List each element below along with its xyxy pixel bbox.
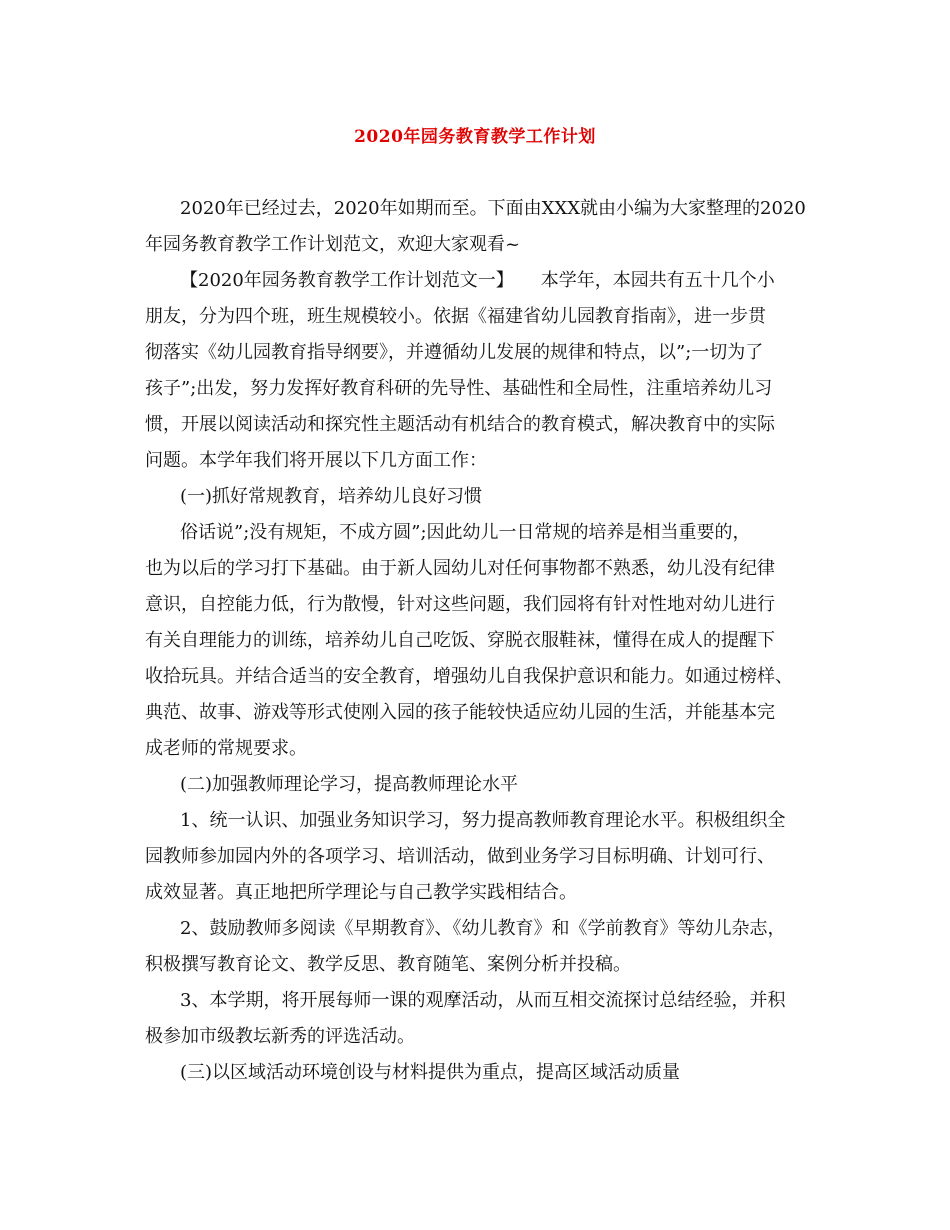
paragraph-line: 有关自理能力的训练，培养幼儿自己吃饭、穿脱衣服鞋袜，懂得在成人的提醒下 [145, 630, 775, 651]
paragraph-line: 收拾玩具。并结合适当的安全教育，增强幼儿自我保护意识和能力。如通过榜样、 [145, 666, 793, 687]
document-title: 2020年园务教育教学工作计划 [354, 127, 596, 147]
paragraph-line: 朋友，分为四个班，班生规模较小。依据《福建省幼儿园教育指南》，进一步贯 [145, 306, 766, 327]
paragraph-line: 3、本学期，将开展每师一课的观摩活动，从而互相交流探讨总结经验，并积 [180, 990, 786, 1011]
paragraph-line: 意识，自控能力低，行为散慢，针对这些问题，我们园将有针对性地对幼儿进行 [145, 594, 775, 615]
paragraph-line: 问题。本学年我们将开展以下几方面工作： [145, 450, 487, 471]
paragraph-line: 典范、故事、游戏等形式使刚入园的孩子能较快适应幼儿园的生活，并能基本完 [145, 702, 775, 723]
paragraph-line: 孩子”;出发，努力发挥好教育科研的先导性、基础性和全局性，注重培养幼儿习 [145, 378, 773, 399]
paragraph-line: 1、统一认识、加强业务知识学习，努力提高教师教育理论水平。积极组织全 [180, 810, 786, 831]
paragraph-line: 俗话说”;没有规矩，不成方圆”;因此幼儿一日常规的培养是相当重要的， [180, 522, 751, 543]
paragraph-line: 年园务教育教学工作计划范文，欢迎大家观看~ [145, 234, 521, 255]
paragraph-line: 【2020年园务教育教学工作计划范文一】 本学年，本园共有五十几个小 [180, 270, 775, 291]
paragraph-line: 成老师的常规要求。 [145, 738, 307, 759]
paragraph-line: 2020年已经过去，2020年如期而至。下面由XXX就由小编为大家整理的2020 [180, 198, 806, 219]
paragraph-line: 园教师参加园内外的各项学习、培训活动，做到业务学习目标明确、计划可行、 [145, 846, 775, 867]
paragraph-line: 2、鼓励教师多阅读《早期教育》、《幼儿教育》和《学前教育》等幼儿杂志， [180, 918, 786, 939]
paragraph-line: 也为以后的学习打下基础。由于新人园幼儿对任何事物都不熟悉，幼儿没有纪律 [145, 558, 775, 579]
section-heading: (二)加强教师理论学习，提高教师理论水平 [180, 774, 519, 795]
paragraph-line: 极参加市级教坛新秀的评选活动。 [145, 1026, 415, 1047]
paragraph-line: 积极撰写教育论文、教学反思、教育随笔、案例分析并投稿。 [145, 954, 631, 975]
paragraph-line: 彻落实《幼儿园教育指导纲要》，并遵循幼儿发展的规律和特点，以”;一切为了 [145, 342, 764, 363]
paragraph-line: 成效显著。真正地把所学理论与自己教学实践相结合。 [145, 882, 577, 903]
paragraph-line: 惯，开展以阅读活动和探究性主题活动有机结合的教育模式，解决教育中的实际 [145, 414, 775, 435]
section-heading: (一)抓好常规教育，培养幼儿良好习惯 [180, 486, 483, 507]
section-heading: (三)以区域活动环境创设与材料提供为重点，提高区域活动质量 [180, 1062, 681, 1083]
